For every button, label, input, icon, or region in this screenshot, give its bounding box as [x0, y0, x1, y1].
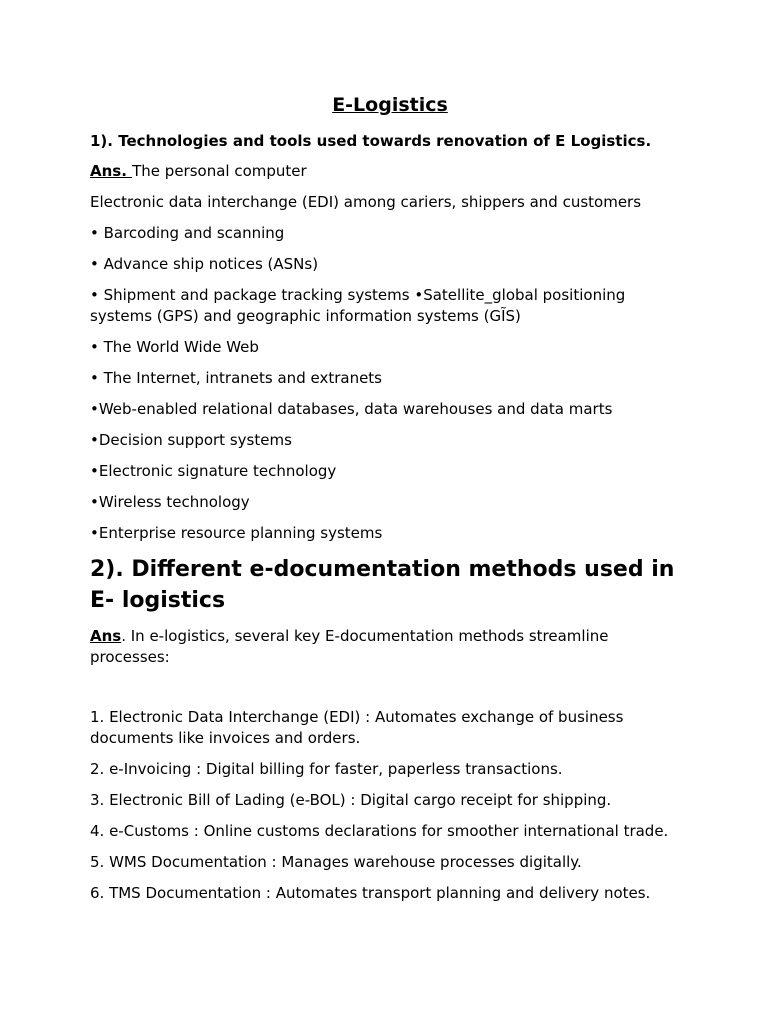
section1-item: • The Internet, intranets and extranets	[90, 369, 382, 387]
section1-item: Electronic data interchange (EDI) among cariers, shippers and customers	[90, 193, 642, 211]
section1-answer-label: Ans.	[90, 162, 133, 180]
section1-item: •Electronic signature technology	[90, 462, 337, 480]
section2-item: 4. e-Customs : Online customs declarations for smoother international trade.	[90, 822, 669, 840]
section2-answer-label: Ans	[90, 627, 122, 645]
section1-item: • The World Wide Web	[90, 338, 259, 356]
section2-item: 6. TMS Documentation : Automates transport planning and delivery notes.	[90, 884, 651, 902]
section1-item: •Wireless technology	[90, 493, 250, 511]
section1-item: •Enterprise resource planning systems	[90, 524, 383, 542]
section2-answer-text: . In e-logistics, several key E-documentation methods streamline processes:	[90, 627, 609, 666]
section1-answer	[90, 161, 690, 182]
section1-item: • Shipment and package tracking systems •Satellite_global positioning systems (GPS) and geographic information systems (GĨS)	[90, 286, 626, 325]
document-title: E-Logistics	[332, 94, 448, 116]
section1-item: • Barcoding and scanning	[90, 224, 285, 242]
section2-heading: 2). Different e-documentation methods used in E- logistics	[90, 557, 675, 613]
section2-item: 5. WMS Documentation : Manages warehouse processes digitally.	[90, 853, 582, 871]
section2-item: 3. Electronic Bill of Lading (e-BOL) : Digital cargo receipt for shipping.	[90, 791, 612, 809]
section2-item: 1. Electronic Data Interchange (EDI) : Automates exchange of business documents like invoices and orders.	[90, 708, 624, 747]
section1-item: •Decision support systems	[90, 431, 292, 449]
section2-answer	[90, 626, 690, 668]
section2-item: 2. e-Invoicing : Digital billing for faster, paperless transactions.	[90, 760, 563, 778]
section1-heading: 1). Technologies and tools used towards renovation of E Logistics.	[90, 132, 652, 150]
section1-answer-text: The personal computer	[132, 162, 307, 180]
section1-item: • Advance ship notices (ASNs)	[90, 255, 319, 273]
blank-line	[90, 678, 690, 707]
document-page	[90, 92, 690, 914]
section1-item: •Web-enabled relational databases, data warehouses and data marts	[90, 400, 613, 418]
